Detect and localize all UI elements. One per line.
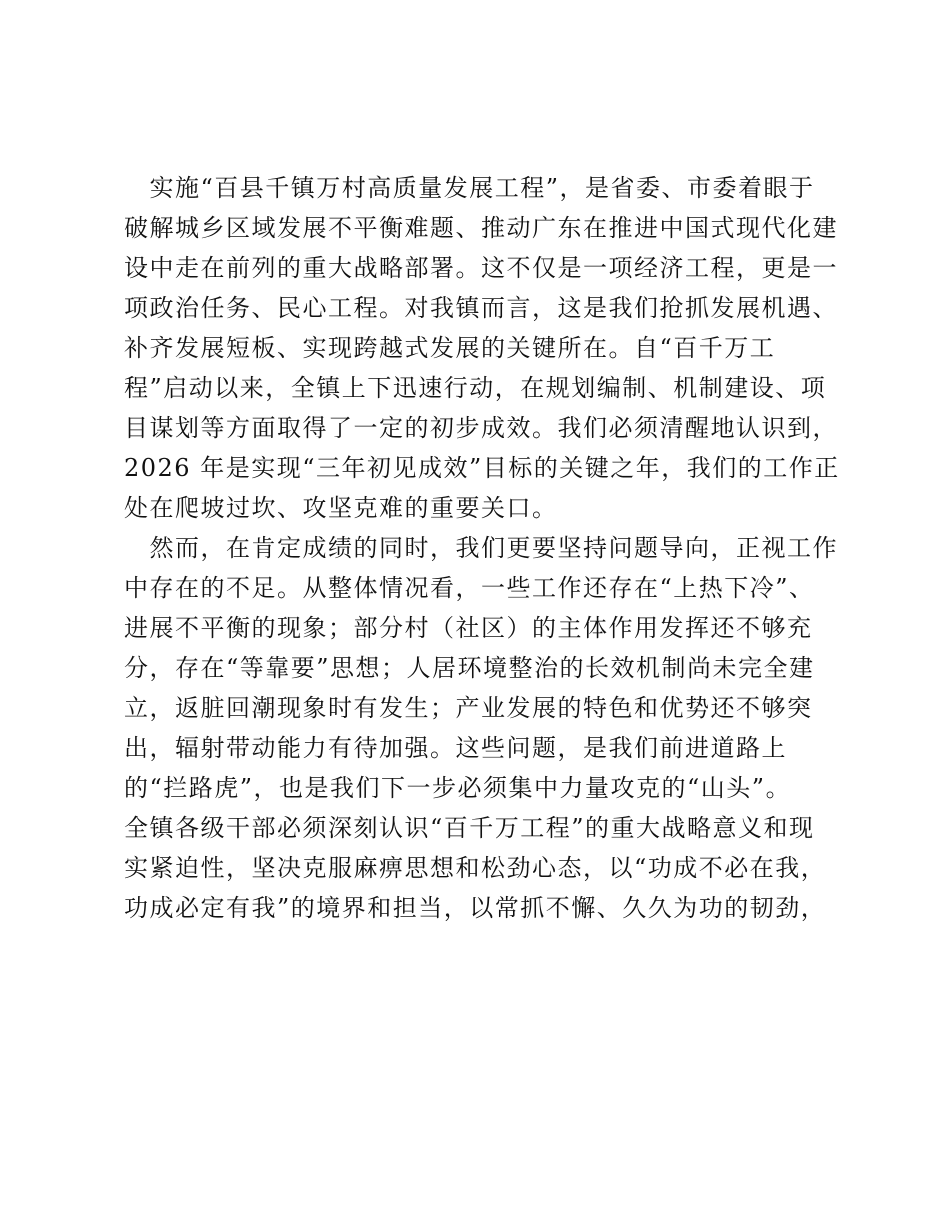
text-line: 出，辐射带动能力有待加强。这些问题，是我们前进道路上 bbox=[124, 734, 787, 762]
text-line: 的“拦路虎”，也是我们下一步必须集中力量攻克的“山头”。 bbox=[124, 774, 792, 802]
text-line: 程”启动以来，全镇上下迅速行动，在规划编制、机制建设、项 bbox=[124, 374, 827, 402]
text-line: 项政治任务、民心工程。对我镇而言，这是我们抢抓发展机遇、 bbox=[124, 294, 838, 322]
text-line: 设中走在前列的重大战略部署。这不仅是一项经济工程，更是一 bbox=[124, 254, 838, 282]
text-line: 然而，在肯定成绩的同时，我们更要坚持问题导向，正视工作 bbox=[124, 534, 838, 562]
text-line: 实施“百县千镇万村高质量发展工程”，是省委、市委着眼于 bbox=[124, 174, 815, 202]
text-line: 目谋划等方面取得了一定的初步成效。我们必须清醒地认识到， bbox=[124, 414, 838, 442]
text-line: 进展不平衡的现象；部分村（社区）的主体作用发挥还不够充 bbox=[124, 614, 813, 642]
text-line: 补齐发展短板、实现跨越式发展的关键所在。自“百千万工 bbox=[124, 334, 776, 362]
text-line: 破解城乡区域发展不平衡难题、推动广东在推进中国式现代化建 bbox=[124, 214, 838, 242]
text-line: 分，存在“等靠要”思想；人居环境整治的长效机制尚未完全建 bbox=[124, 654, 815, 682]
text-line: 实紧迫性，坚决克服麻痹思想和松劲心态，以“功成不必在我， bbox=[124, 854, 827, 882]
text-line: 全镇各级干部必须深刻认识“百千万工程”的重大战略意义和现 bbox=[124, 814, 815, 842]
text-line: 立，返脏回潮现象时有发生；产业发展的特色和优势还不够突 bbox=[124, 694, 813, 722]
text-line: 中存在的不足。从整体情况看，一些工作还存在“上热下冷”、 bbox=[124, 574, 815, 602]
text-line: 功成必定有我”的境界和担当，以常抓不懈、久久为功的韧劲， bbox=[124, 894, 827, 922]
text-line: 2026 年是实现“三年初见成效”目标的关键之年，我们的工作正 bbox=[124, 454, 840, 482]
text-line: 处在爬坡过坎、攻坚克难的重要关口。 bbox=[124, 494, 558, 522]
